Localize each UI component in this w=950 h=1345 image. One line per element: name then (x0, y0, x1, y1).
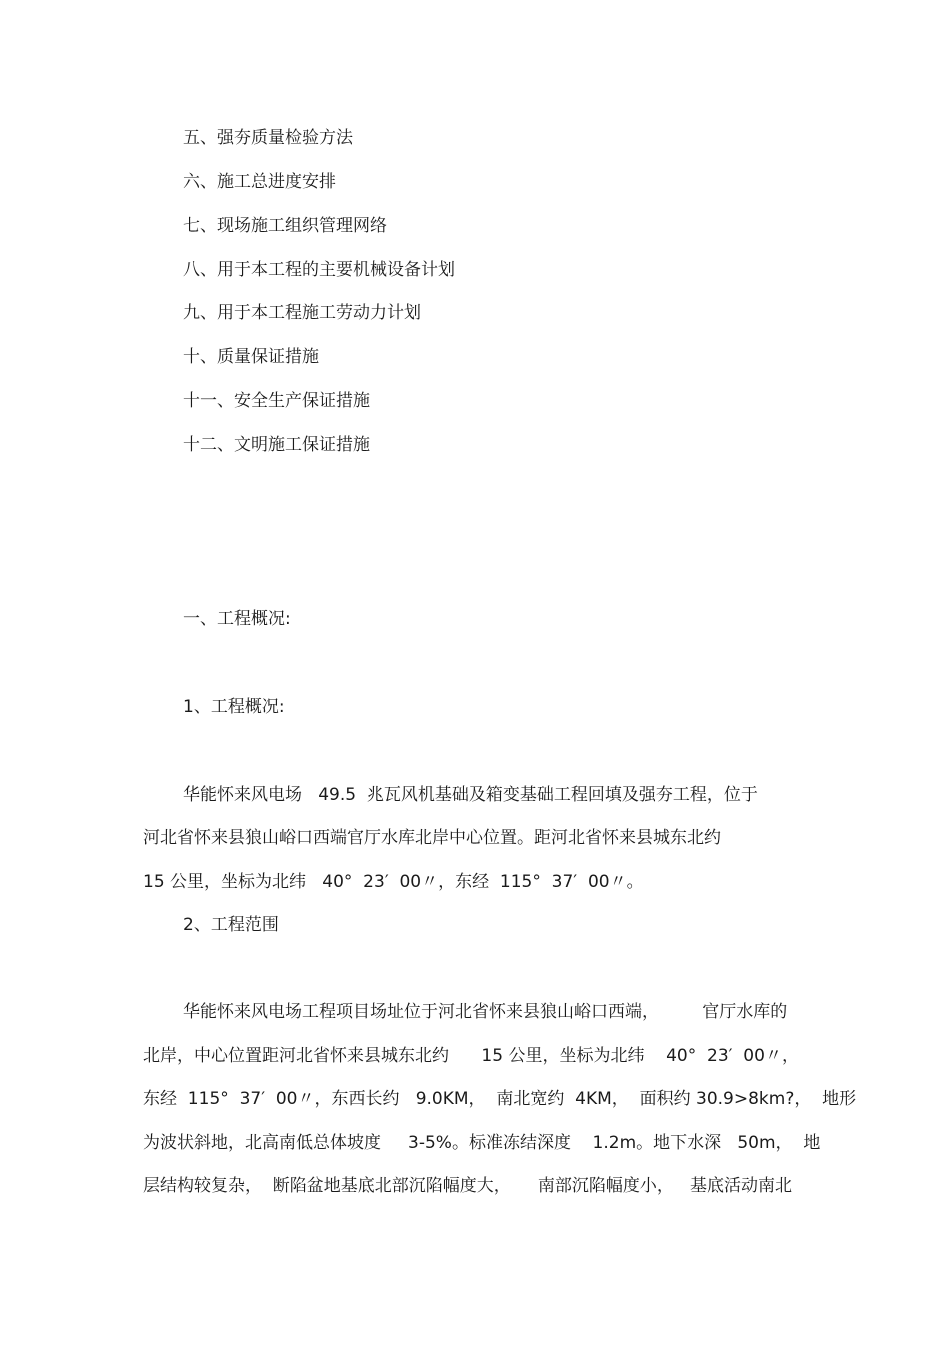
toc-item: 十一、安全生产保证措施 (183, 391, 370, 411)
toc-item: 六、施工总进度安排 (183, 172, 336, 192)
paragraph-line: 华能怀来风电场工程项目场址位于河北省怀来县狼山峪口西端， 官厅水库的 (183, 1002, 788, 1022)
toc-item: 九、用于本工程施工劳动力计划 (183, 303, 421, 323)
paragraph-line: 为波状斜地，北高南低总体坡度 3-5%。标准冻结深度 1.2m。地下水深 50m， 地 (143, 1133, 821, 1153)
paragraph-line: 北岸，中心位置距河北省怀来县城东北约 15 公里，坐标为北纬 40° 23′ 00〃， (143, 1046, 799, 1066)
toc-item: 十二、文明施工保证措施 (183, 435, 370, 455)
toc-item: 七、现场施工组织管理网络 (183, 216, 387, 236)
section-heading: 一、工程概况: (183, 609, 291, 629)
subsection-heading: 1、工程概况: (183, 697, 285, 717)
toc-item: 十、质量保证措施 (183, 347, 319, 367)
paragraph-line: 河北省怀来县狼山峪口西端官厅水库北岸中心位置。距河北省怀来县城东北约 (143, 828, 721, 848)
toc-item: 五、强夯质量检验方法 (183, 128, 353, 148)
subsection-heading: 2、工程范围 (183, 915, 279, 935)
toc-item: 八、用于本工程的主要机械设备计划 (183, 260, 455, 280)
paragraph-line: 层结构较复杂， 断陷盆地基底北部沉陷幅度大， 南部沉陷幅度小， 基底活动南北 (143, 1176, 793, 1196)
paragraph-line: 华能怀来风电场 49.5 兆瓦风机基础及箱变基础工程回填及强夯工程，位于 (183, 785, 758, 805)
paragraph-line: 东经 115° 37′ 00〃，东西长约 9.0KM， 南北宽约 4KM， 面积约 30.9>8km?， 地形 (143, 1089, 857, 1109)
paragraph-line: 15 公里，坐标为北纬 40° 23′ 00〃，东经 115° 37′ 00〃。 (143, 872, 644, 892)
